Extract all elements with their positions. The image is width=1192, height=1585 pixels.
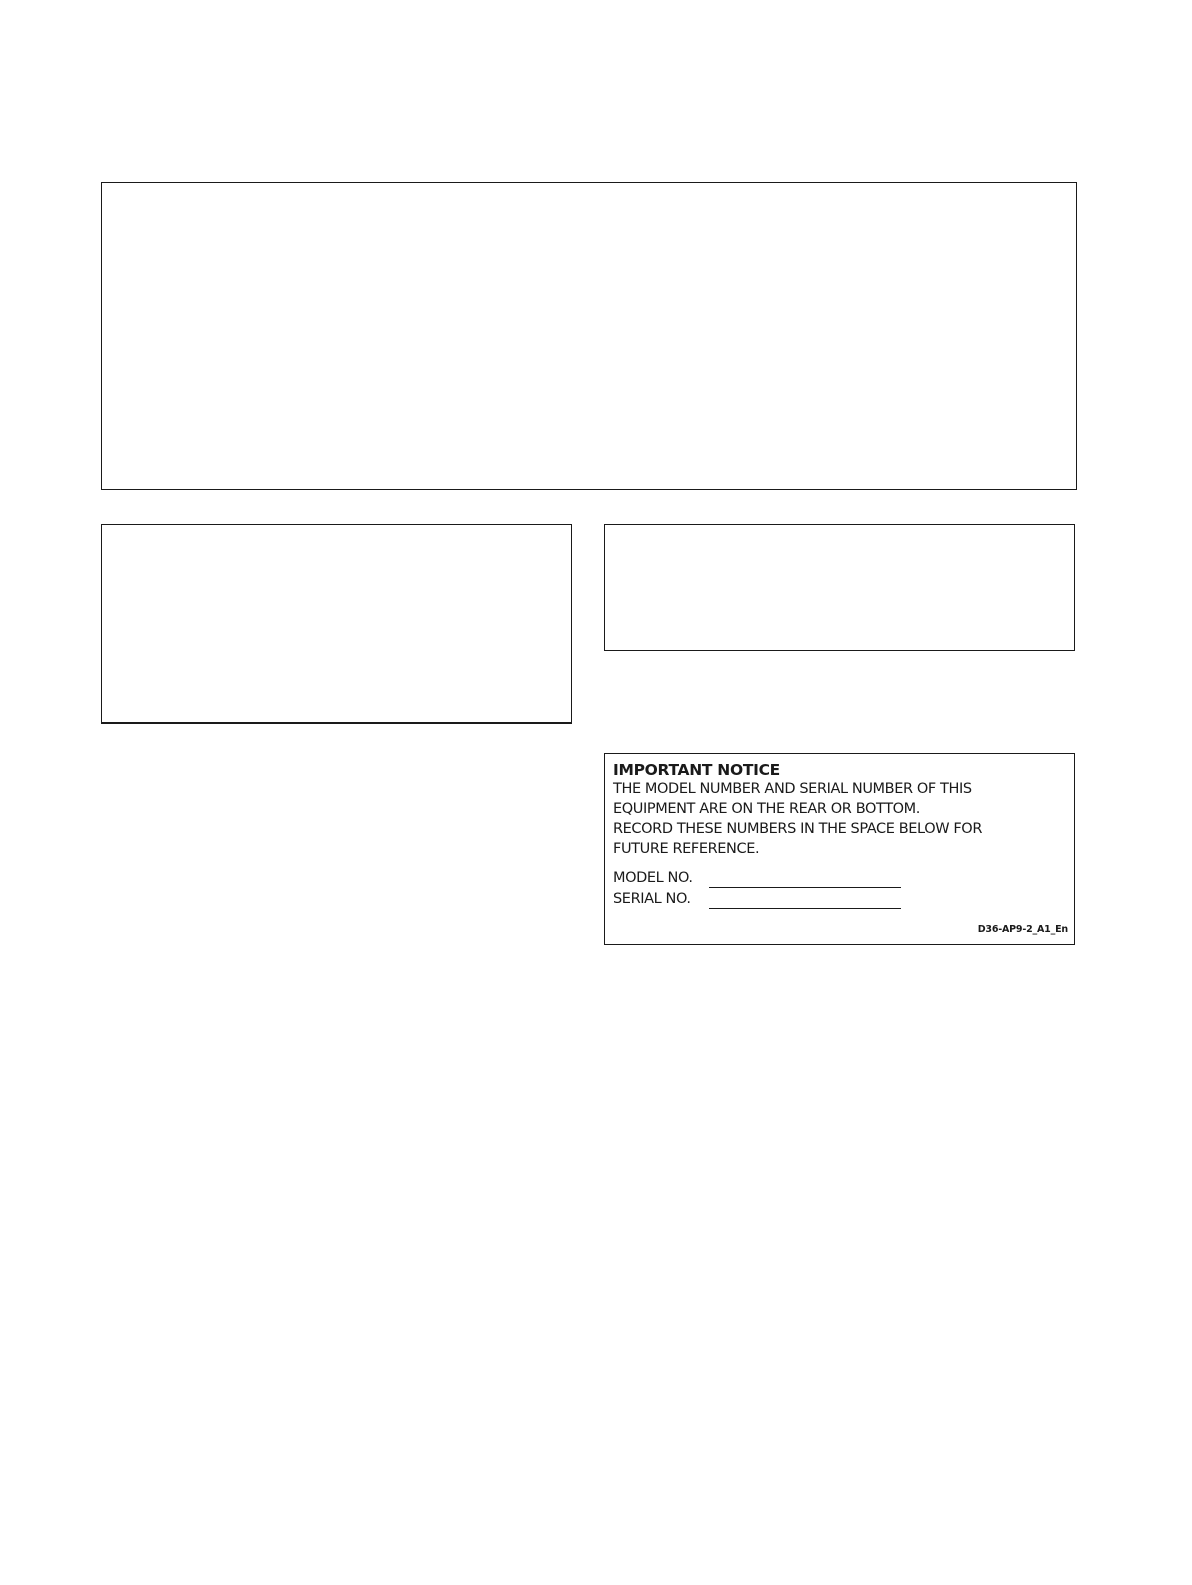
serial-number-blank xyxy=(709,908,901,909)
notice-text-line: THE MODEL NUMBER AND SERIAL NUMBER OF THIS xyxy=(613,781,972,797)
serial-number-label: SERIAL NO. xyxy=(613,891,691,907)
right-empty-frame xyxy=(604,524,1075,651)
serial-number-row xyxy=(613,891,913,911)
left-empty-frame xyxy=(101,524,572,724)
model-number-blank xyxy=(709,887,901,888)
important-notice-box xyxy=(604,753,1075,945)
model-number-row xyxy=(613,870,913,890)
notice-text-line: EQUIPMENT ARE ON THE REAR OR BOTTOM. xyxy=(613,801,920,817)
notice-title: IMPORTANT NOTICE xyxy=(613,761,780,779)
document-code: D36-AP9-2_A1_En xyxy=(977,924,1068,935)
notice-text-line: RECORD THESE NUMBERS IN THE SPACE BELOW FOR xyxy=(613,821,982,837)
notice-text-line: FUTURE REFERENCE. xyxy=(613,841,760,857)
model-number-label: MODEL NO. xyxy=(613,870,693,886)
top-empty-frame xyxy=(101,182,1077,490)
